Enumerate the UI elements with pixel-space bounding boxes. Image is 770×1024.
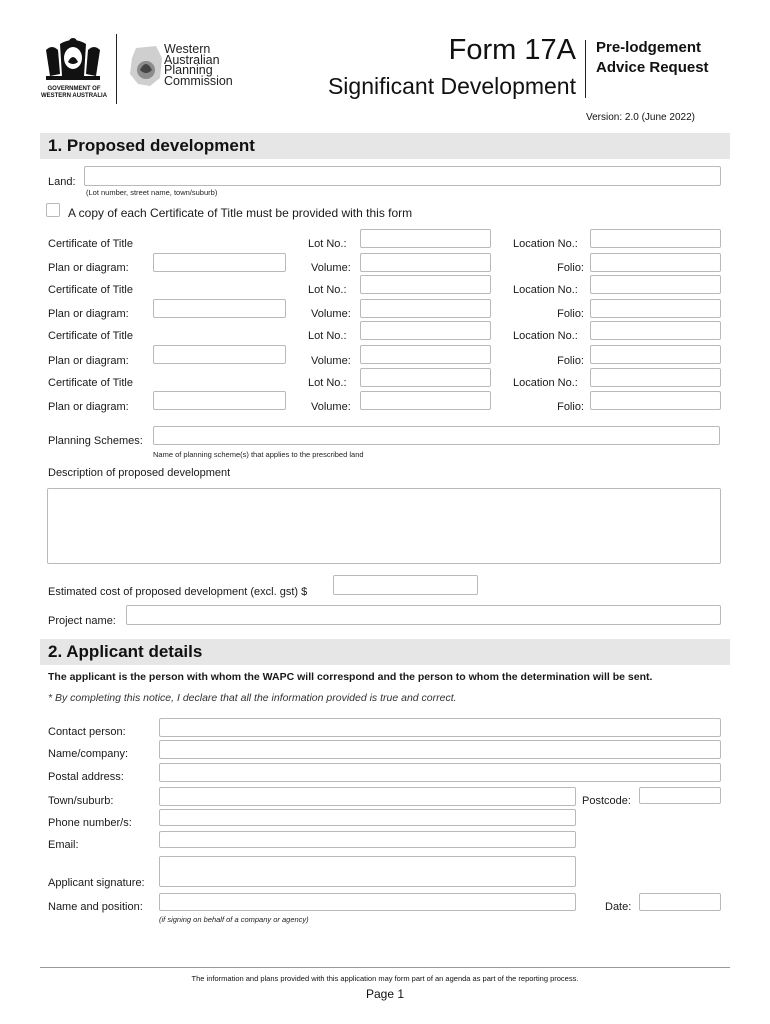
project-label: Project name: (48, 615, 116, 627)
page-number: Page 1 (365, 987, 405, 1001)
plan-label: Plan or diagram: (48, 355, 129, 367)
volume-label: Volume: (311, 355, 351, 367)
request-line2: Advice Request (596, 59, 709, 76)
location-label: Location No.: (513, 284, 578, 296)
wapc-line1: Western (164, 42, 211, 56)
project-input[interactable] (126, 605, 721, 625)
name-position-label: Name and position: (48, 901, 143, 913)
volume-input[interactable] (360, 299, 491, 318)
phone-input[interactable] (159, 809, 576, 826)
location-label: Location No.: (513, 238, 578, 250)
request-line1: Pre-lodgement (596, 39, 702, 56)
plan-input[interactable] (153, 345, 286, 364)
volume-input[interactable] (360, 345, 491, 364)
folio-label: Folio: (557, 308, 584, 320)
gov-line1: GOVERNMENT OF (47, 86, 101, 92)
certificate-label: Certificate of Title (48, 238, 133, 250)
logo-divider (116, 34, 117, 104)
contact-input[interactable] (159, 718, 721, 737)
volume-label: Volume: (311, 401, 351, 413)
schemes-hint: Name of planning scheme(s) that applies to the prescribed land (153, 450, 364, 459)
location-input[interactable] (590, 321, 721, 340)
folio-label: Folio: (557, 262, 584, 274)
section2-title: 2. Applicant details (48, 642, 203, 661)
wapc-logo (126, 44, 166, 90)
lot-input[interactable] (360, 321, 491, 340)
gov-line2: WESTERN AUSTRALIA (40, 93, 108, 99)
request-type (596, 38, 709, 78)
name-company-label: Name/company: (48, 748, 129, 760)
lot-label: Lot No.: (308, 377, 347, 389)
certificate-label: Certificate of Title (48, 377, 133, 389)
form-title: Significant Development (327, 73, 576, 99)
town-label: Town/suburb: (48, 795, 114, 807)
plan-input[interactable] (153, 391, 286, 410)
folio-input[interactable] (590, 345, 721, 364)
lot-label: Lot No.: (308, 284, 347, 296)
date-input[interactable] (639, 893, 721, 911)
schemes-input[interactable] (153, 426, 720, 445)
volume-label: Volume: (311, 262, 351, 274)
certificate-label: Certificate of Title (48, 284, 133, 296)
title-divider (585, 40, 586, 98)
schemes-label: Planning Schemes: (48, 435, 143, 447)
name-position-hint: (if signing on behalf of a company or agency) (159, 915, 309, 924)
volume-label: Volume: (311, 308, 351, 320)
land-hint: (Lot number, street name, town/suburb) (86, 188, 218, 197)
name-company-input[interactable] (159, 740, 721, 759)
declaration: * By completing this notice, I declare that all the information provided is true and correct. (48, 692, 457, 704)
signature-input[interactable] (159, 856, 576, 887)
applicant-intro: The applicant is the person with whom the WAPC will correspond and the person to whom the determination will be sent. (48, 671, 653, 683)
email-label: Email: (48, 839, 79, 851)
section1-title: 1. Proposed development (48, 136, 255, 155)
contact-label: Contact person: (48, 726, 126, 738)
land-label: Land: (48, 176, 76, 188)
wapc-emblem-icon (126, 44, 166, 90)
location-label: Location No.: (513, 377, 578, 389)
folio-input[interactable] (590, 253, 721, 272)
name-position-input[interactable] (159, 893, 576, 911)
lot-label: Lot No.: (308, 330, 347, 342)
wapc-line2: Australian (164, 52, 220, 67)
plan-input[interactable] (153, 299, 286, 318)
description-label: Description of proposed development (48, 467, 231, 479)
government-crest-logo (40, 36, 106, 90)
date-label: Date: (605, 901, 632, 913)
location-label: Location No.: (513, 330, 578, 342)
postcode-label: Postcode: (582, 795, 631, 807)
wapc-line3: Planning (164, 63, 213, 77)
certificate-label: Certificate of Title (48, 330, 133, 342)
location-input[interactable] (590, 275, 721, 294)
town-input[interactable] (159, 787, 576, 806)
plan-label: Plan or diagram: (48, 262, 129, 274)
certificate-notice: A copy of each Certificate of Title must be provided with this form (68, 206, 413, 220)
footer-note: The information and plans provided with this application may form part of an agenda as part of the reporting process. (191, 974, 579, 983)
wapc-line4: Commission (164, 73, 233, 88)
footer-rule (40, 967, 730, 968)
lot-input[interactable] (360, 275, 491, 294)
folio-input[interactable] (590, 391, 721, 410)
volume-input[interactable] (360, 391, 491, 410)
wapc-name (164, 44, 233, 86)
signature-label: Applicant signature: (48, 877, 145, 889)
lot-label: Lot No.: (308, 238, 347, 250)
crest-icon (40, 36, 106, 90)
volume-input[interactable] (360, 253, 491, 272)
description-textarea[interactable] (47, 488, 721, 564)
plan-input[interactable] (153, 253, 286, 272)
location-input[interactable] (590, 229, 721, 248)
plan-label: Plan or diagram: (48, 401, 129, 413)
location-input[interactable] (590, 368, 721, 387)
postal-label: Postal address: (48, 771, 124, 783)
gov-label (38, 86, 110, 100)
lot-input[interactable] (360, 229, 491, 248)
email-input[interactable] (159, 831, 576, 848)
folio-input[interactable] (590, 299, 721, 318)
lot-input[interactable] (360, 368, 491, 387)
folio-label: Folio: (557, 355, 584, 367)
certificate-checkbox[interactable] (46, 203, 60, 217)
cost-label: Estimated cost of proposed development (excl. gst) $ (48, 586, 308, 598)
plan-label: Plan or diagram: (48, 308, 129, 320)
version: Version: 2.0 (June 2022) (586, 112, 695, 123)
postal-input[interactable] (159, 763, 721, 782)
land-input[interactable] (84, 166, 721, 186)
folio-label: Folio: (557, 401, 584, 413)
cost-input[interactable] (333, 575, 478, 595)
postcode-input[interactable] (639, 787, 721, 804)
phone-label: Phone number/s: (48, 817, 132, 829)
form-number: Form 17A (448, 34, 576, 66)
